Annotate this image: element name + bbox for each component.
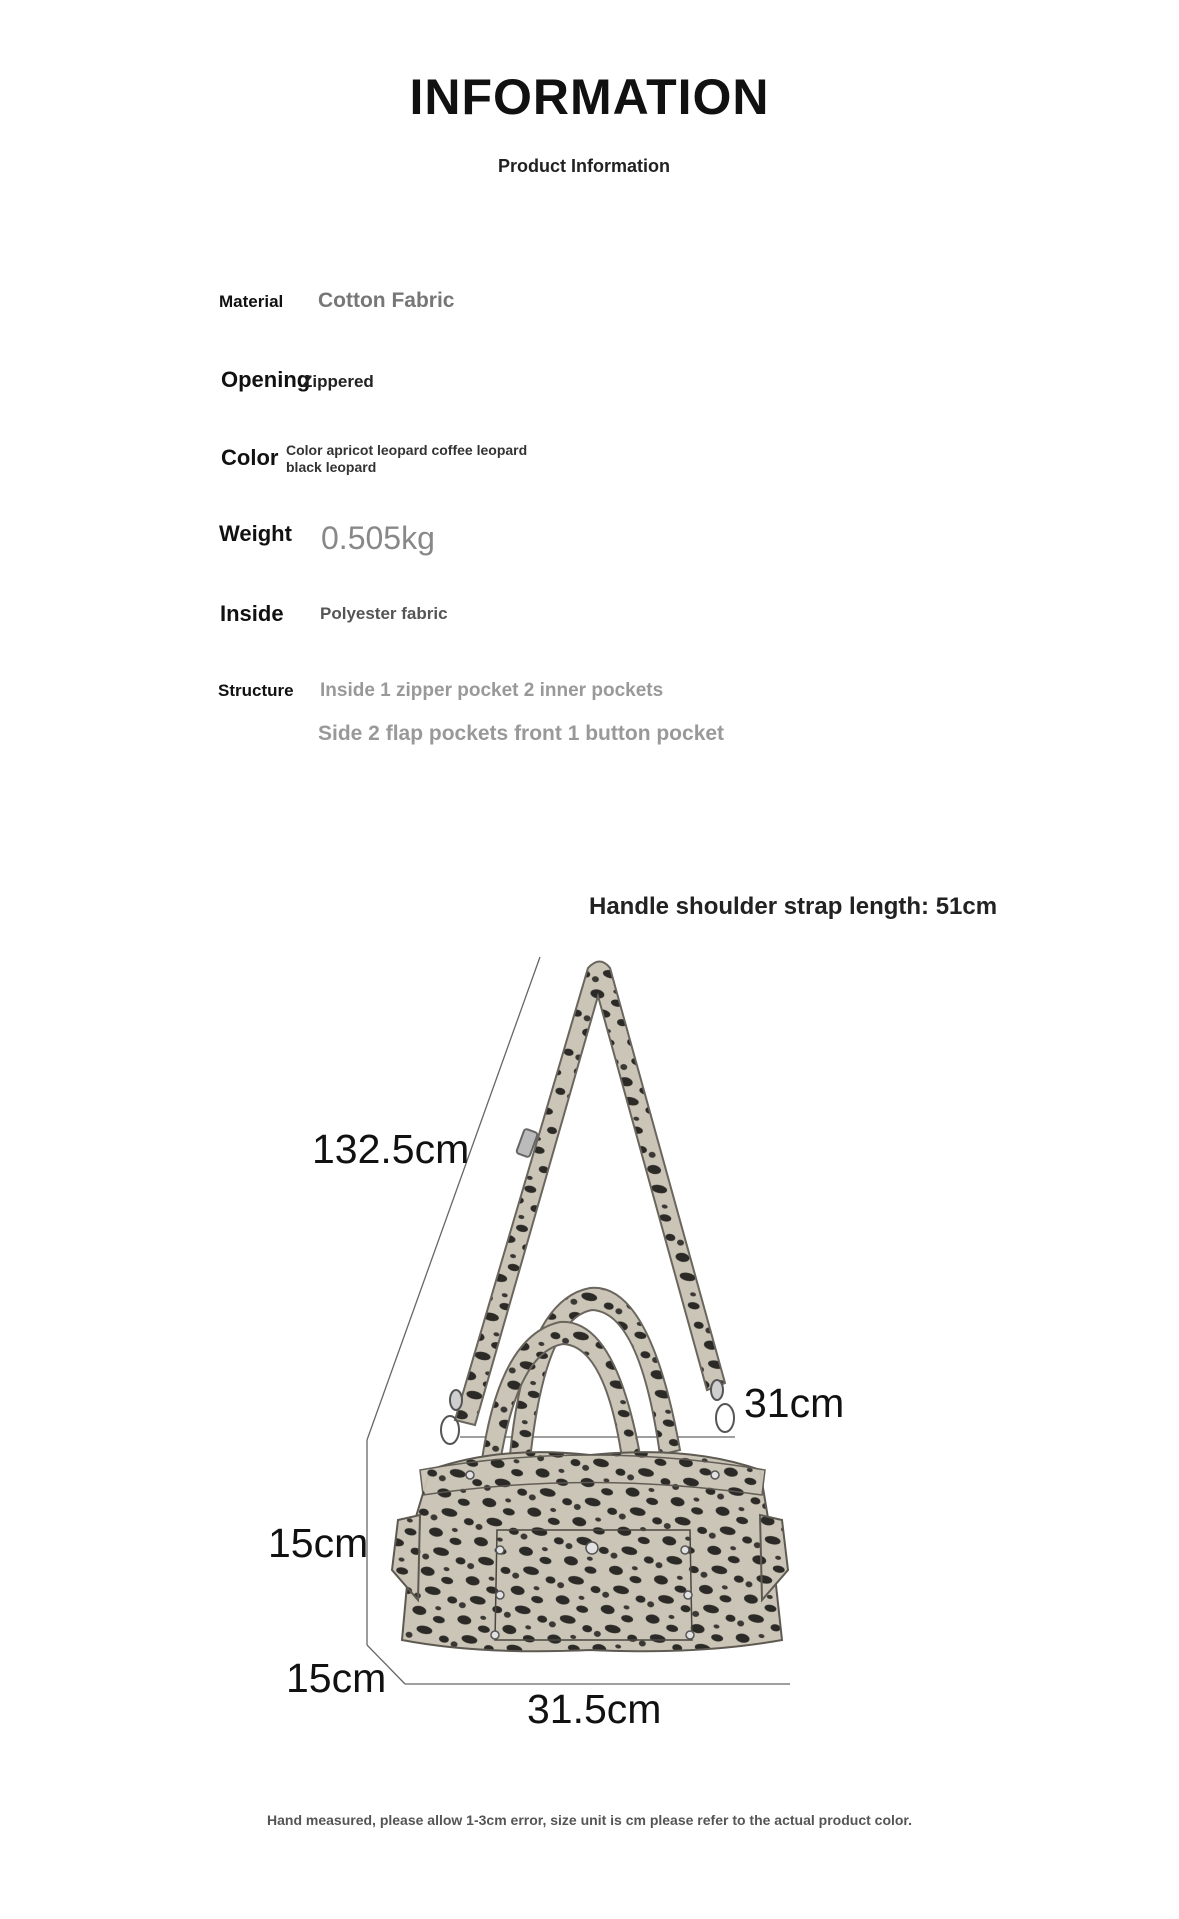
opening-label: Opening (221, 367, 311, 392)
material-value: Cotton Fabric (318, 289, 455, 312)
structure-label: Structure (218, 681, 294, 700)
opening-value: Zippered (302, 372, 374, 391)
measurement-disclaimer: Hand measured, please allow 1-3cm error, size unit is cm please refer to the actual product color. (267, 1812, 912, 1828)
inside-value: Polyester fabric (320, 604, 448, 623)
page-subtitle: Product Information (498, 156, 670, 176)
strap-length-value: 132.5cm (312, 1126, 470, 1172)
handle-height-value: 31cm (744, 1380, 845, 1426)
strap-length-note: Handle shoulder strap length: 51cm (589, 893, 998, 920)
weight-value: 0.505kg (321, 520, 435, 556)
material-label: Material (219, 292, 284, 311)
structure-value-line2: Side 2 flap pockets front 1 button pocket (318, 722, 725, 745)
bag-height-value: 15cm (268, 1520, 369, 1566)
bag-body (392, 1452, 788, 1651)
bag-depth-value: 15cm (286, 1655, 387, 1701)
weight-label: Weight (219, 521, 292, 546)
color-label: Color (221, 445, 279, 470)
right-side-pocket (760, 1515, 788, 1600)
color-value-line2: black leopard (286, 459, 377, 475)
color-value-line1: Color apricot leopard coffee leopard (286, 442, 528, 458)
left-side-pocket (392, 1515, 420, 1600)
page-title: INFORMATION (409, 69, 770, 125)
structure-value-line1: Inside 1 zipper pocket 2 inner pockets (320, 680, 664, 701)
inside-label: Inside (220, 601, 284, 626)
bag-width-value: 31.5cm (527, 1686, 662, 1732)
